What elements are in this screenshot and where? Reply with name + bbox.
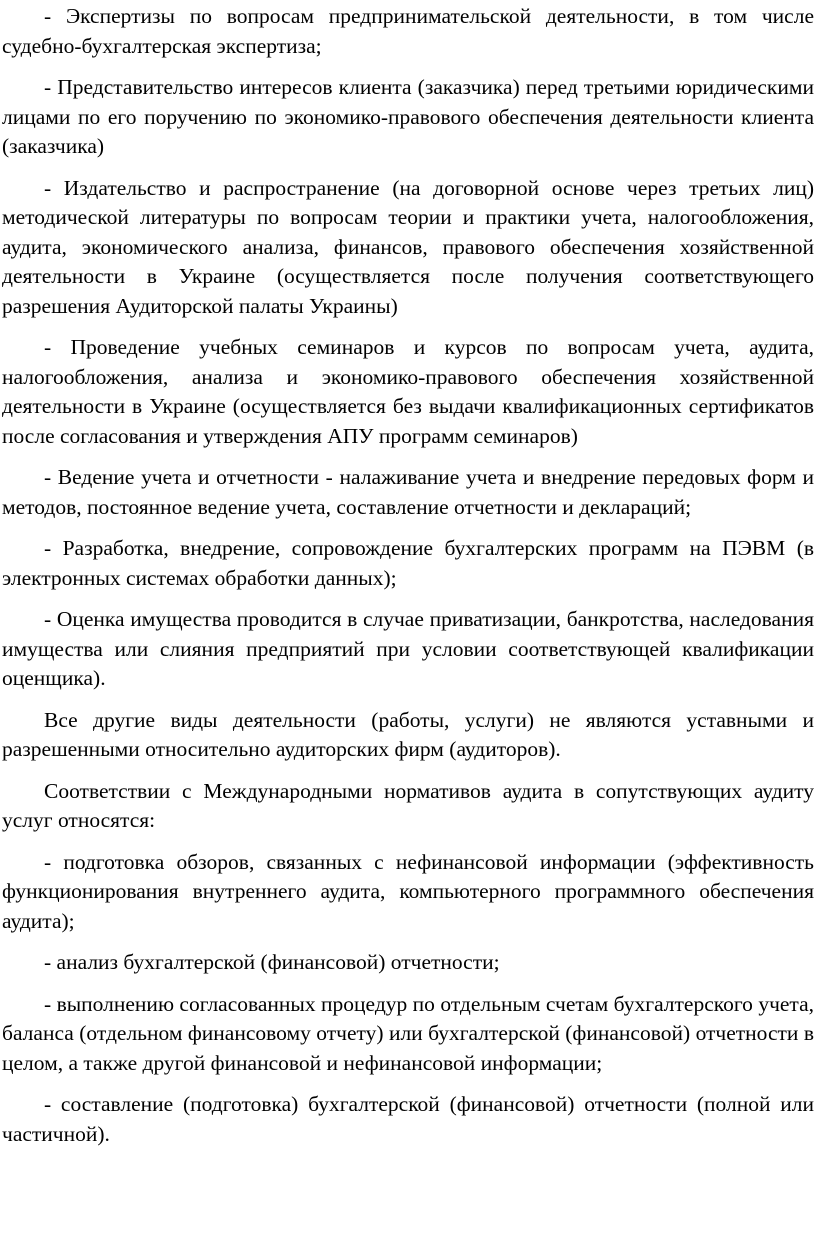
paragraph-representation: - Представительство интересов клиента (заказчика) перед третьими юридическими лицами по его поручению по экономико-правового обеспечения деятельности клиента (заказчика) <box>2 75 814 158</box>
paragraph-accounting: - Ведение учета и отчетности - налаживание учета и внедрение передовых форм и методов, постоянное ведение учета, составление отчетности и деклараций; <box>2 465 814 519</box>
paragraph-publishing: - Издательство и распространение (на договорной основе через третьих лиц) методической литературы по вопросам теории и практики учета, налогообложения, аудита, экономического анализа, финансов, правового обеспечения хозяйственной деятельности в Украине (осуществляется после получения соответствующего разрешения Аудиторской палаты Украины) <box>2 175 814 318</box>
paragraph-other-activities: Все другие виды деятельности (работы, услуги) не являются уставными и разрешенными относительно аудиторских фирм (аудиторов). <box>2 707 814 761</box>
paragraph-analysis: - анализ бухгалтерской (финансовой) отчетности; <box>44 950 500 974</box>
paragraph-software: - Разработка, внедрение, сопровождение бухгалтерских программ на ПЭВМ (в электронных системах обработки данных); <box>2 536 814 590</box>
paragraph-agreed-procedures: - выполнению согласованных процедур по отдельным счетам бухгалтерского учета, баланса (отдельном финансовому отчету) или бухгалтерской (финансовой) отчетности в целом, а также другой финансовой и нефинансовой информации; <box>2 991 814 1075</box>
paragraph-compilation: - составление (подготовка) бухгалтерской (финансовой) отчетности (полной или частичной). <box>2 1092 814 1146</box>
paragraph-seminars: - Проведение учебных семинаров и курсов по вопросам учета, аудита, налогообложения, анализа и экономико-правового обеспечения хозяйственной деятельности в Украине (осуществляется без выдачи квалификационных сертификатов после согласования и утверждения АПУ программ семинаров) <box>2 335 814 448</box>
paragraph-standards-intro: Соответствии с Международными нормативов аудита в сопутствующих аудиту услуг относятся: <box>2 778 814 832</box>
document-page <box>0 2 816 1236</box>
paragraph-reviews: - подготовка обзоров, связанных с нефинансовой информации (эффективность функционирования внутреннего аудита, компьютерного программного обеспечения аудита); <box>2 849 814 933</box>
paragraph-expertise: - Экспертизы по вопросам предпринимательской деятельности, в том числе судебно-бухгалтерская экспертиза; <box>2 4 814 58</box>
paragraph-valuation: - Оценка имущества проводится в случае приватизации, банкротства, наследования имущества или слияния предприятий при условии соответствующей квалификации оценщика). <box>2 607 814 690</box>
